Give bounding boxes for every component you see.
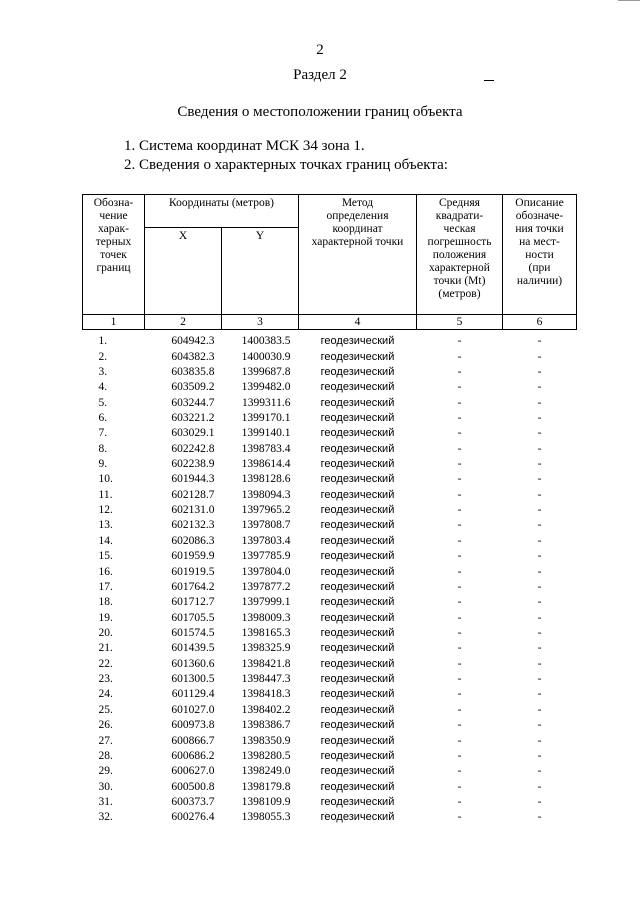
coordinate-y: 1398009.3	[241, 611, 291, 624]
method-value: геодезический	[320, 580, 395, 593]
method-value: геодезический	[320, 657, 395, 670]
table-row	[83, 349, 577, 364]
method-value: геодезический	[320, 642, 395, 655]
coordinate-x: 604382.3	[171, 350, 215, 363]
coordinate-y: 1397999.1	[241, 596, 291, 609]
error-value: -	[457, 534, 462, 547]
point-number: 2.	[98, 350, 108, 363]
error-value: -	[457, 335, 462, 348]
point-number: 16.	[98, 565, 113, 578]
coordinate-x: 600686.2	[171, 749, 215, 762]
description-value: -	[537, 519, 542, 532]
point-number: 7.	[98, 427, 108, 440]
description-value: -	[537, 703, 542, 716]
coordinate-y: 1399482.0	[241, 381, 291, 394]
point-number: 5.	[98, 396, 108, 409]
table-row	[83, 657, 577, 672]
point-number: 9.	[98, 458, 108, 471]
description-value: -	[537, 642, 542, 655]
coordinate-y: 1399140.1	[241, 427, 291, 440]
description-value: -	[537, 688, 542, 701]
coordinate-y: 1398386.7	[241, 719, 291, 732]
coordinate-x: 601300.5	[171, 673, 215, 686]
table-row	[83, 442, 577, 457]
error-value: -	[457, 657, 462, 670]
error-value: -	[457, 365, 462, 378]
header-error: Средняя квадрати- ческая погрешность положения характерной точки (Mt) (метров)	[417, 195, 503, 315]
error-value: -	[457, 780, 462, 793]
coordinate-y: 1398055.3	[241, 811, 291, 824]
description-value: -	[537, 657, 542, 670]
error-value: -	[457, 719, 462, 732]
coordinate-x: 602086.3	[171, 534, 215, 547]
point-number: 25.	[98, 703, 113, 716]
point-number: 32.	[98, 811, 113, 824]
coordinate-x: 602242.8	[171, 442, 215, 455]
point-number: 31.	[98, 795, 113, 808]
table-row	[83, 534, 577, 549]
point-number: 3.	[98, 365, 108, 378]
error-value: -	[457, 350, 462, 363]
table-row	[83, 733, 577, 748]
table-row	[83, 365, 577, 380]
coordinate-x: 601919.5	[171, 565, 215, 578]
table-row	[83, 610, 577, 625]
point-number: 6.	[98, 411, 108, 424]
coordinate-x: 600500.8	[171, 780, 215, 793]
point-number: 17.	[98, 580, 113, 593]
coordinate-x: 600973.8	[171, 719, 215, 732]
point-number: 13.	[98, 519, 113, 532]
description-value: -	[537, 565, 542, 578]
coordinate-y: 1398350.9	[241, 734, 291, 747]
method-value: геодезический	[320, 703, 395, 716]
method-value: геодезический	[320, 749, 395, 762]
list-item-points-heading: 2. Сведения о характерных точках границ объекта:	[124, 157, 448, 173]
point-number: 28.	[98, 749, 113, 762]
coordinate-y: 1398179.8	[241, 780, 291, 793]
error-value: -	[457, 580, 462, 593]
point-number: 27.	[98, 734, 113, 747]
table-row	[83, 779, 577, 794]
coordinate-y: 1397804.0	[241, 565, 291, 578]
coordinate-y: 1399687.8	[241, 365, 291, 378]
description-value: -	[537, 458, 542, 471]
coordinate-x: 601705.5	[171, 611, 215, 624]
coordinate-y: 1398418.3	[241, 688, 291, 701]
point-number: 11.	[98, 488, 113, 501]
method-value: геодезический	[320, 795, 395, 808]
error-value: -	[457, 765, 462, 778]
coordinate-y: 1397877.2	[241, 580, 291, 593]
method-value: геодезический	[320, 396, 395, 409]
description-value: -	[537, 504, 542, 517]
error-value: -	[457, 734, 462, 747]
coordinate-x: 602131.0	[171, 504, 215, 517]
description-value: -	[537, 473, 542, 486]
coordinate-x: 601944.3	[171, 473, 215, 486]
error-value: -	[457, 596, 462, 609]
point-number: 8.	[98, 442, 108, 455]
table-row	[83, 795, 577, 810]
error-value: -	[457, 811, 462, 824]
point-number: 14.	[98, 534, 113, 547]
coordinate-y: 1397785.9	[241, 550, 291, 563]
method-value: геодезический	[320, 627, 395, 639]
table-row	[83, 595, 577, 610]
coordinate-x: 604942.3	[171, 335, 215, 348]
section-title: Раздел 2	[293, 67, 347, 83]
coordinate-x: 600866.7	[171, 734, 215, 747]
point-number: 20.	[98, 627, 113, 639]
coordinate-x: 603221.2	[171, 411, 215, 424]
table-row	[83, 641, 577, 656]
table-row	[83, 426, 577, 441]
point-number: 26.	[98, 719, 113, 732]
method-value: геодезический	[320, 504, 395, 517]
coordinate-x: 601360.6	[171, 657, 215, 670]
coordinate-y: 1397965.2	[241, 504, 291, 517]
point-number: 1.	[98, 335, 108, 348]
point-number: 22.	[98, 657, 113, 670]
coordinate-x: 603835.8	[171, 365, 215, 378]
error-value: -	[457, 504, 462, 517]
method-value: геодезический	[320, 688, 395, 701]
point-number: 12.	[98, 504, 113, 517]
coordinate-y: 1398325.9	[241, 642, 291, 655]
point-number: 10.	[98, 473, 113, 486]
table-row	[83, 564, 577, 579]
method-value: геодезический	[320, 596, 395, 609]
coordinate-y: 1398109.9	[241, 795, 291, 808]
method-value: геодезический	[320, 565, 395, 578]
table-row	[83, 395, 577, 410]
point-number: 18.	[98, 596, 113, 609]
column-number: 4	[299, 315, 417, 330]
coordinate-y: 1397803.4	[241, 534, 291, 547]
method-value: геодезический	[320, 719, 395, 732]
point-number: 29.	[98, 765, 113, 778]
coordinate-y: 1398402.2	[241, 703, 291, 716]
error-value: -	[457, 519, 462, 532]
description-value: -	[537, 719, 542, 732]
coordinate-x: 600627.0	[171, 765, 215, 778]
header-description: Описание обозначе- ния точки на мест- ности (при наличии)	[503, 195, 577, 315]
method-value: геодезический	[320, 611, 395, 624]
method-value: геодезический	[320, 765, 395, 778]
description-value: -	[537, 611, 542, 624]
error-value: -	[457, 627, 462, 639]
coordinate-y: 1398128.6	[241, 473, 291, 486]
error-value: -	[457, 611, 462, 624]
table-row	[83, 518, 577, 533]
coordinate-x: 600276.4	[171, 811, 215, 824]
description-value: -	[537, 580, 542, 593]
method-value: геодезический	[320, 411, 395, 424]
table-row	[83, 411, 577, 426]
coordinate-x: 601439.5	[171, 642, 215, 655]
error-value: -	[457, 565, 462, 578]
point-number: 19.	[98, 611, 113, 624]
method-value: геодезический	[320, 442, 395, 455]
description-value: -	[537, 427, 542, 440]
error-value: -	[457, 411, 462, 424]
error-value: -	[457, 458, 462, 471]
coordinate-y: 1398421.8	[241, 657, 291, 670]
header-x: X	[145, 228, 222, 315]
error-value: -	[457, 795, 462, 808]
description-value: -	[537, 381, 542, 394]
error-value: -	[457, 442, 462, 455]
point-number: 30.	[98, 780, 113, 793]
error-value: -	[457, 488, 462, 501]
coordinate-x: 603509.2	[171, 381, 215, 394]
description-value: -	[537, 488, 542, 501]
table-row	[83, 810, 577, 825]
table-row	[83, 626, 577, 641]
coordinate-y: 1398094.3	[241, 488, 291, 501]
column-number: 1	[83, 315, 145, 330]
document-subtitle: Сведения о местоположении границ объекта	[177, 104, 463, 120]
coordinate-y: 1400030.9	[241, 350, 291, 363]
point-number: 24.	[98, 688, 113, 701]
coordinate-x: 601764.2	[171, 580, 215, 593]
table-row	[83, 672, 577, 687]
header-coordinates: Координаты (метров)	[145, 195, 299, 228]
method-value: геодезический	[320, 381, 395, 394]
method-value: геодезический	[320, 488, 395, 501]
description-value: -	[537, 596, 542, 609]
table-row	[83, 488, 577, 503]
coordinate-y: 1398165.3	[241, 627, 291, 639]
description-value: -	[537, 673, 542, 686]
method-value: геодезический	[320, 780, 395, 793]
coordinate-y: 1398783.4	[241, 442, 291, 455]
point-number: 23.	[98, 673, 113, 686]
list-item-coordinate-system: 1. Система координат МСК 34 зона 1.	[124, 138, 365, 154]
column-number: 2	[145, 315, 222, 330]
description-value: -	[537, 350, 542, 363]
section-underline-mark	[484, 80, 494, 81]
table-row	[83, 718, 577, 733]
column-number: 5	[417, 315, 503, 330]
description-value: -	[537, 765, 542, 778]
table-row	[83, 687, 577, 702]
description-value: -	[537, 550, 542, 563]
description-value: -	[537, 411, 542, 424]
table-row	[83, 503, 577, 518]
boundary-points-table	[82, 194, 577, 826]
method-value: геодезический	[320, 811, 395, 824]
coordinate-y: 1398249.0	[241, 765, 291, 778]
method-value: геодезический	[320, 473, 395, 486]
table-row	[83, 749, 577, 764]
coordinate-x: 601959.9	[171, 550, 215, 563]
error-value: -	[457, 473, 462, 486]
method-value: геодезический	[320, 335, 395, 348]
coordinate-x: 602238.9	[171, 458, 215, 471]
error-value: -	[457, 550, 462, 563]
coordinate-y: 1398447.3	[241, 673, 291, 686]
table-row	[83, 764, 577, 779]
coordinate-y: 1397808.7	[241, 519, 291, 532]
corner-scan-mark	[618, 0, 640, 1]
header-y: Y	[222, 228, 299, 315]
point-number: 4.	[98, 381, 108, 394]
table-row	[83, 457, 577, 472]
table-row	[83, 330, 577, 350]
method-value: геодезический	[320, 350, 395, 363]
error-value: -	[457, 673, 462, 686]
error-value: -	[457, 427, 462, 440]
description-value: -	[537, 627, 542, 639]
column-number: 6	[503, 315, 577, 330]
method-value: геодезический	[320, 427, 395, 440]
method-value: геодезический	[320, 673, 395, 686]
error-value: -	[457, 749, 462, 762]
coordinate-x: 601129.4	[171, 688, 215, 701]
coordinate-x: 600373.7	[171, 795, 215, 808]
description-value: -	[537, 365, 542, 378]
table-row	[83, 549, 577, 564]
table-row	[83, 580, 577, 595]
method-value: геодезический	[320, 550, 395, 563]
error-value: -	[457, 396, 462, 409]
description-value: -	[537, 335, 542, 348]
coordinate-y: 1399311.6	[242, 396, 291, 409]
header-method: Метод определения координат характерной точки	[299, 195, 417, 315]
coordinate-y: 1398280.5	[241, 749, 291, 762]
method-value: геодезический	[320, 458, 395, 471]
error-value: -	[457, 688, 462, 701]
point-number: 15.	[98, 550, 113, 563]
error-value: -	[457, 381, 462, 394]
error-value: -	[457, 703, 462, 716]
coordinate-x: 602128.7	[171, 488, 215, 501]
method-value: геодезический	[320, 534, 395, 547]
coordinate-y: 1398614.4	[241, 458, 291, 471]
description-value: -	[537, 534, 542, 547]
coordinate-y: 1399170.1	[241, 411, 291, 424]
table-row	[83, 380, 577, 395]
page-number: 2	[316, 42, 324, 58]
description-value: -	[537, 734, 542, 747]
coordinate-y: 1400383.5	[241, 335, 291, 348]
description-value: -	[537, 780, 542, 793]
description-value: -	[537, 749, 542, 762]
description-value: -	[537, 795, 542, 808]
table-row	[83, 472, 577, 487]
table-body	[83, 330, 577, 826]
header-designation: Обозна- чение харак- терных точек границ	[83, 195, 145, 315]
method-value: геодезический	[320, 519, 395, 532]
error-value: -	[457, 642, 462, 655]
method-value: геодезический	[320, 365, 395, 378]
coordinate-x: 601712.7	[171, 596, 215, 609]
description-value: -	[537, 811, 542, 824]
table-row	[83, 703, 577, 718]
coordinate-x: 601574.5	[171, 627, 215, 639]
point-number: 21.	[98, 642, 113, 655]
method-value: геодезический	[320, 734, 395, 747]
column-number: 3	[222, 315, 299, 330]
coordinate-x: 603029.1	[171, 427, 215, 440]
coordinate-x: 603244.7	[171, 396, 215, 409]
description-value: -	[537, 442, 542, 455]
coordinate-x: 602132.3	[171, 519, 215, 532]
description-value: -	[537, 396, 542, 409]
coordinate-x: 601027.0	[171, 703, 215, 716]
